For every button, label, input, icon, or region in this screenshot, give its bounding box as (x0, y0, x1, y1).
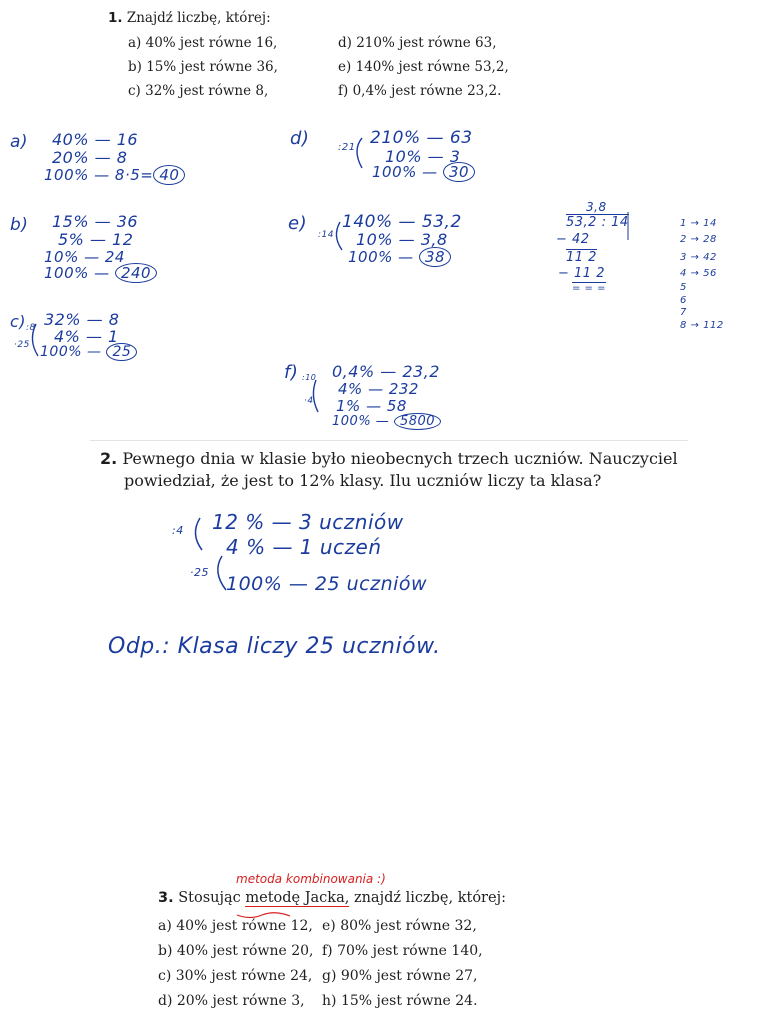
list-item: d) 20% jest równe 3, (158, 993, 305, 1009)
red-underline-wave (237, 913, 290, 918)
problem-number: 3. (158, 890, 174, 906)
side-note: :10 (302, 373, 317, 382)
answer-text: Odp.: Klasa liczy 25 uczniów. (108, 634, 441, 659)
side-note: ·4 (304, 396, 314, 406)
underlined-term: metodę Jacka, (245, 890, 350, 906)
list-item: f) 0,4% jest równe 23,2. (338, 83, 502, 99)
list-item: b) 15% jest równe 36, (128, 59, 278, 75)
answer-circle: 30 (443, 162, 475, 182)
solution-line: 100% — 8·5= 40 (44, 166, 185, 184)
side-note: :8 (26, 323, 36, 333)
answer-circle: 240 (115, 263, 157, 283)
arrow-stroke (313, 380, 318, 412)
side-note: ·25 (190, 566, 209, 579)
list-item: d) 210% jest równe 63, (338, 35, 497, 51)
problem-number: 1. (108, 10, 123, 26)
arrow-stroke (336, 222, 342, 250)
solution-line: 100% — 240 (44, 264, 157, 282)
solution-label: d) (290, 128, 310, 149)
list-item: e) 80% jest równe 32, (322, 918, 477, 934)
solution-line: 100% — 30 (372, 163, 475, 181)
solution-line: 100% — 5800 (332, 414, 441, 429)
annotation: metoda kombinowania :) (236, 872, 386, 886)
solution-line: 100% — 25 (40, 344, 137, 360)
answer-circle: 25 (106, 343, 137, 361)
arrow-stroke (195, 518, 202, 550)
solution-line: 4 % — 1 uczeń (226, 535, 382, 559)
solution-line: 15% — 36 (52, 212, 139, 231)
solution-line: 140% — 53,2 (342, 212, 462, 232)
solution-line: 100% — 25 uczniów (226, 573, 428, 595)
list-item: b) 40% jest równe 20, (158, 943, 314, 959)
solution-line: 5% — 12 (58, 230, 134, 249)
answer-circle: 40 (153, 165, 185, 185)
arrow-stroke (32, 324, 38, 356)
list-item: c) 32% jest równe 8, (128, 83, 269, 99)
side-note: :14 (318, 230, 334, 240)
side-note: :21 (338, 142, 356, 153)
list-item: a) 40% jest równe 16, (128, 35, 278, 51)
solution-line: 4% — 1 (54, 327, 119, 346)
solution-line: 12 % — 3 uczniów (212, 510, 404, 534)
solution-line: 10% — 24 (44, 248, 125, 266)
solution-line: 32% — 8 (44, 310, 120, 329)
arrow-stroke (218, 556, 226, 590)
solution-label: c) (10, 312, 27, 331)
solution-line: 0,4% — 23,2 (332, 362, 440, 381)
solution-line: 210% — 63 (370, 128, 473, 148)
solution-label: f) (284, 362, 299, 383)
side-note: ·25 (14, 340, 30, 350)
list-item: c) 30% jest równe 24, (158, 968, 313, 984)
list-item: g) 90% jest równe 27, (322, 968, 478, 984)
solution-line: 1% — 58 (336, 397, 407, 415)
solution-line: 10% — 3 (385, 147, 461, 166)
solution-label: a) (10, 132, 29, 152)
list-item: e) 140% jest równe 53,2, (338, 59, 509, 75)
solution-line: 10% — 3,8 (356, 230, 448, 249)
solution-label: b) (10, 215, 29, 235)
side-note: :4 (172, 524, 184, 537)
problem-2-line-1: 2. Pewnego dnia w klasie było nieobecnych trzech uczniów. Nauczyciel (100, 449, 678, 468)
arrow-stroke (357, 138, 362, 168)
list-item: a) 40% jest równe 12, (158, 918, 313, 934)
solution-line: 40% — 16 (52, 130, 139, 149)
problem-3-header: 3. Stosując metodę Jacka, znajdź liczbę, której: (158, 890, 506, 906)
problem-number: 2. (100, 449, 118, 468)
list-item: h) 15% jest równe 24. (322, 993, 478, 1009)
solution-line: 4% — 232 (338, 380, 419, 398)
problem-2-line-2: powiedział, że jest to 12% klasy. Ilu uczniów liczy ta klasa? (124, 471, 602, 490)
list-item: f) 70% jest równe 140, (322, 943, 483, 959)
solution-label: e) (288, 213, 308, 234)
solution-line: 100% — 38 (348, 248, 451, 266)
answer-circle: 5800 (394, 413, 441, 430)
answer-circle: 38 (419, 247, 451, 267)
problem-title: Znajdź liczbę, której: (126, 10, 271, 26)
solution-line: 20% — 8 (52, 148, 128, 167)
